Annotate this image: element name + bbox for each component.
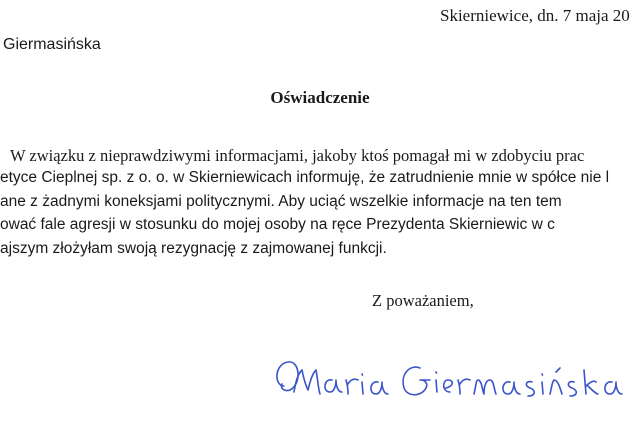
body-line-3: ane z żadnymi koneksjami politycznymi. Aby uciąć wszelkie informacje na ten tem [0, 193, 562, 210]
document-title: Oświadczenie [270, 88, 370, 107]
body-line-4: ować fale agresji w stosunku do mojej osoby na ręce Prezydenta Skierniewic w c [0, 216, 555, 233]
author-name: Giermasińska [3, 36, 101, 53]
closing-salutation: Z poważaniem, [372, 291, 474, 310]
handwritten-signature [270, 350, 640, 420]
body-line-5: ajszym złożyłam swoją rezygnację z zajmowanej funkcji. [0, 240, 387, 257]
body-line-2: etyce Cieplnej sp. z o. o. w Skierniewicach informuję, że zatrudnienie mnie w spółce nie l [0, 169, 610, 186]
body-line-1: W związku z nieprawdziwymi informacjami, jakoby ktoś pomagał mi w zdobyciu prac [10, 146, 585, 165]
place-and-date: Skierniewice, dn. 7 maja 20 [440, 6, 630, 25]
